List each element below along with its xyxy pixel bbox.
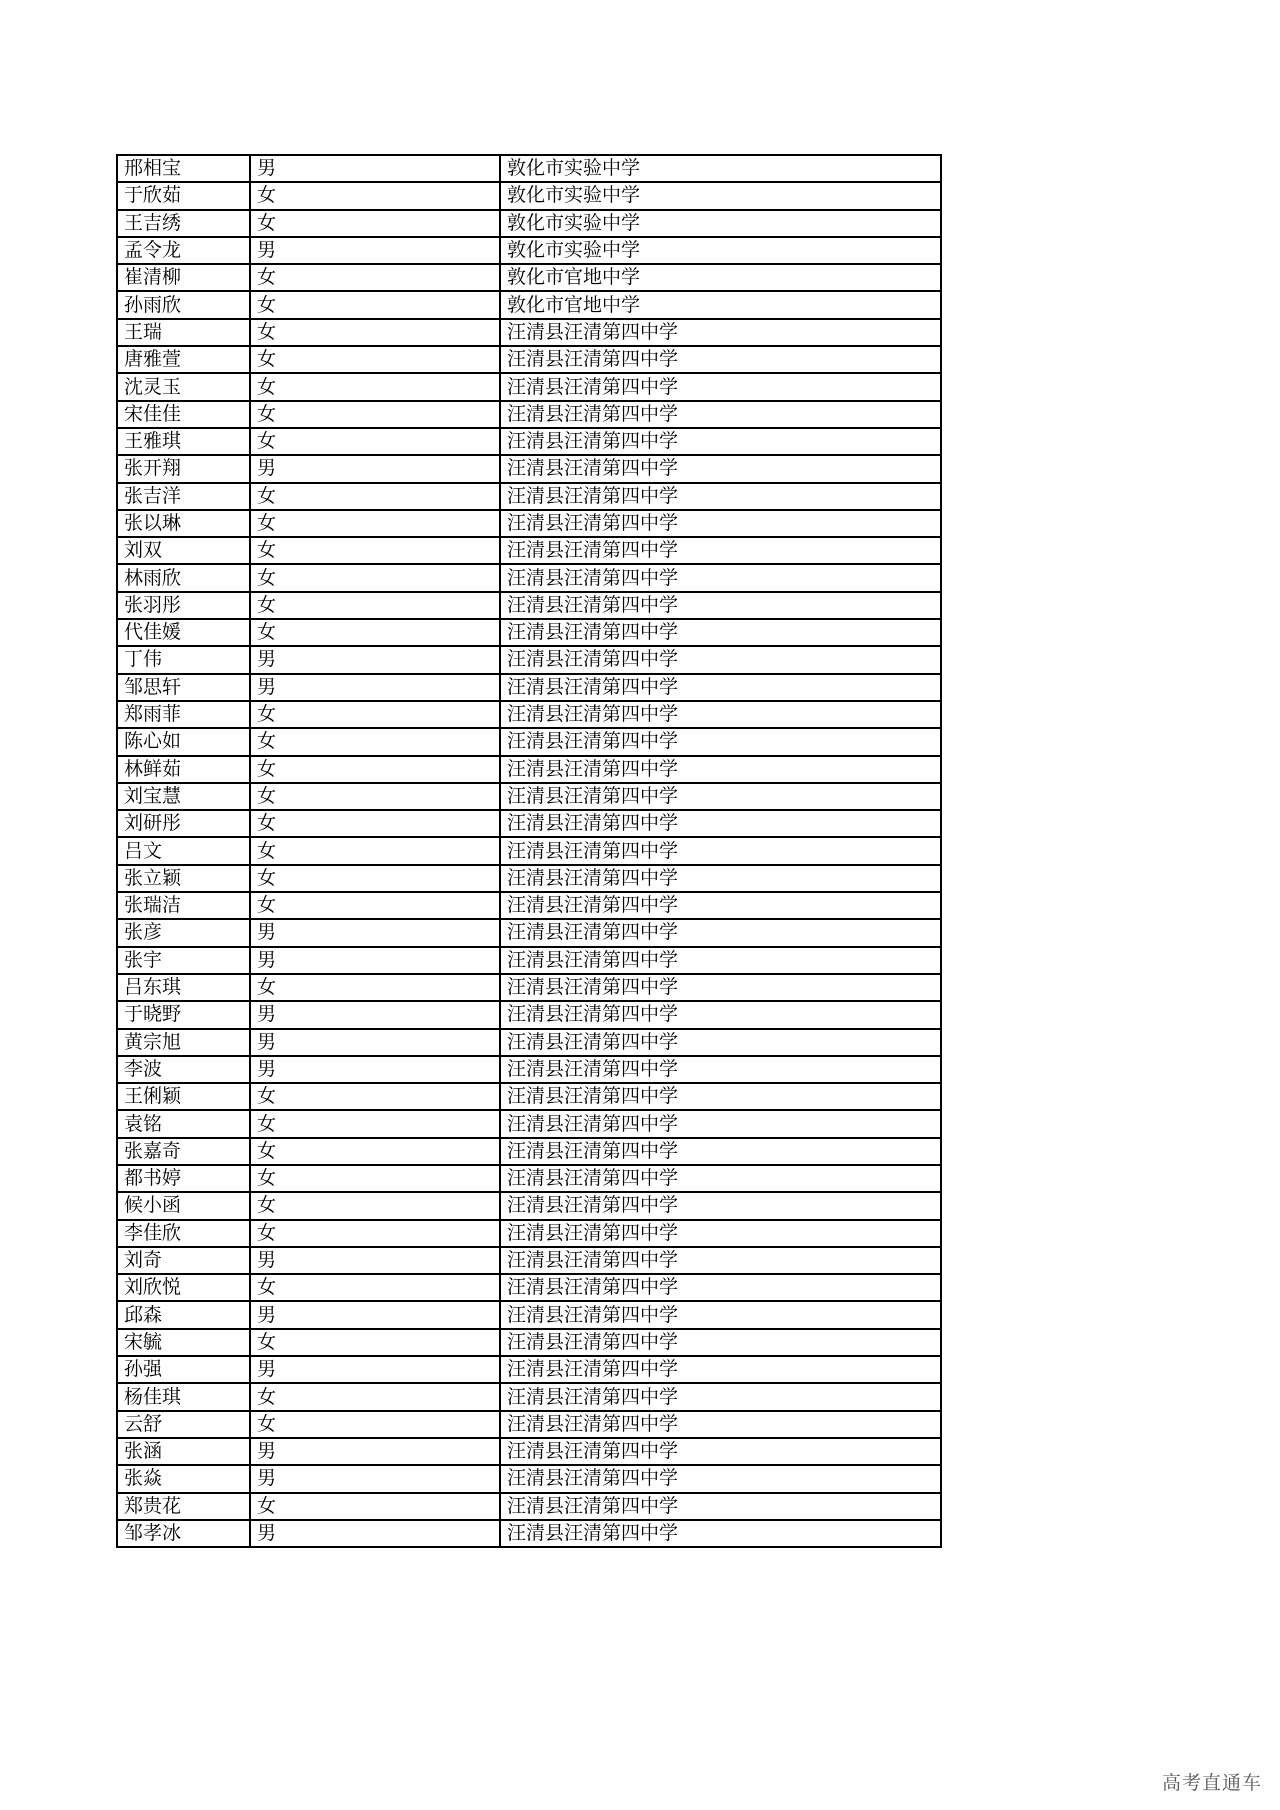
- student-gender-cell: 男: [250, 1056, 500, 1083]
- student-gender-cell: 女: [250, 1329, 500, 1356]
- student-gender-cell: 女: [250, 510, 500, 537]
- student-name-cell: 崔清柳: [117, 264, 250, 291]
- student-school-cell: 汪清县汪清第四中学: [500, 1438, 941, 1465]
- student-school-cell: 汪清县汪清第四中学: [500, 646, 941, 673]
- watermark-text: 高考直通车: [1161, 1772, 1262, 1794]
- table-row: [117, 756, 941, 783]
- student-name-cell: 王俐颖: [117, 1083, 250, 1110]
- student-school-cell: 汪清县汪清第四中学: [500, 728, 941, 755]
- student-gender-cell: 女: [250, 865, 500, 892]
- table-row: [117, 947, 941, 974]
- student-name-cell: 宋毓: [117, 1329, 250, 1356]
- student-school-cell: 汪清县汪清第四中学: [500, 401, 941, 428]
- student-name-cell: 唐雅萱: [117, 346, 250, 373]
- table-row: [117, 865, 941, 892]
- student-name-cell: 林鲜茹: [117, 756, 250, 783]
- student-school-cell: 汪清县汪清第四中学: [500, 756, 941, 783]
- student-school-cell: 汪清县汪清第四中学: [500, 1083, 941, 1110]
- student-name-cell: 张立颖: [117, 865, 250, 892]
- table-row: [117, 1247, 941, 1274]
- student-school-cell: 汪清县汪清第四中学: [500, 1520, 941, 1547]
- student-gender-cell: 女: [250, 701, 500, 728]
- table-row: [117, 1465, 941, 1492]
- student-school-cell: 汪清县汪清第四中学: [500, 1001, 941, 1028]
- student-gender-cell: 女: [250, 210, 500, 237]
- student-name-cell: 郑雨菲: [117, 701, 250, 728]
- student-name-cell: 宋佳佳: [117, 401, 250, 428]
- student-school-cell: 汪清县汪清第四中学: [500, 865, 941, 892]
- student-name-cell: 于晓野: [117, 1001, 250, 1028]
- student-school-cell: 汪清县汪清第四中学: [500, 373, 941, 400]
- table-row: [117, 237, 941, 264]
- student-school-cell: 汪清县汪清第四中学: [500, 1029, 941, 1056]
- student-gender-cell: 女: [250, 319, 500, 346]
- student-school-cell: 汪清县汪清第四中学: [500, 1493, 941, 1520]
- table-row: [117, 455, 941, 482]
- student-gender-cell: 女: [250, 1383, 500, 1410]
- student-school-cell: 汪清县汪清第四中学: [500, 1383, 941, 1410]
- student-name-cell: 张宇: [117, 947, 250, 974]
- student-gender-cell: 女: [250, 1220, 500, 1247]
- student-school-cell: 汪清县汪清第四中学: [500, 592, 941, 619]
- student-school-cell: 汪清县汪清第四中学: [500, 1165, 941, 1192]
- student-gender-cell: 男: [250, 1029, 500, 1056]
- student-name-cell: 陈心如: [117, 728, 250, 755]
- student-school-cell: 汪清县汪清第四中学: [500, 1192, 941, 1219]
- table-row: [117, 291, 941, 318]
- table-row: [117, 483, 941, 510]
- student-school-cell: 汪清县汪清第四中学: [500, 319, 941, 346]
- student-name-cell: 杨佳琪: [117, 1383, 250, 1410]
- table-row: [117, 1411, 941, 1438]
- student-name-cell: 孙强: [117, 1356, 250, 1383]
- student-gender-cell: 男: [250, 1520, 500, 1547]
- table-row: [117, 1220, 941, 1247]
- student-school-cell: 汪清县汪清第四中学: [500, 1356, 941, 1383]
- student-name-cell: 吕东琪: [117, 974, 250, 1001]
- student-school-cell: 敦化市实验中学: [500, 182, 941, 209]
- student-name-cell: 刘双: [117, 537, 250, 564]
- student-school-cell: 汪清县汪清第四中学: [500, 947, 941, 974]
- table-row: [117, 401, 941, 428]
- student-gender-cell: 女: [250, 837, 500, 864]
- student-school-cell: 汪清县汪清第四中学: [500, 455, 941, 482]
- student-school-cell: 汪清县汪清第四中学: [500, 1465, 941, 1492]
- table-row: [117, 1274, 941, 1301]
- student-name-cell: 林雨欣: [117, 564, 250, 591]
- student-school-cell: 汪清县汪清第四中学: [500, 1247, 941, 1274]
- student-school-cell: 汪清县汪清第四中学: [500, 1056, 941, 1083]
- student-gender-cell: 女: [250, 483, 500, 510]
- table-row: [117, 674, 941, 701]
- table-row: [117, 564, 941, 591]
- student-name-cell: 张涵: [117, 1438, 250, 1465]
- table-row: [117, 1001, 941, 1028]
- student-school-cell: 汪清县汪清第四中学: [500, 1110, 941, 1137]
- student-gender-cell: 女: [250, 756, 500, 783]
- student-gender-cell: 男: [250, 455, 500, 482]
- student-name-cell: 张彦: [117, 919, 250, 946]
- student-gender-cell: 女: [250, 892, 500, 919]
- student-school-cell: 汪清县汪清第四中学: [500, 1138, 941, 1165]
- student-school-cell: 汪清县汪清第四中学: [500, 892, 941, 919]
- student-school-cell: 汪清县汪清第四中学: [500, 810, 941, 837]
- student-gender-cell: 女: [250, 1165, 500, 1192]
- student-school-cell: 汪清县汪清第四中学: [500, 674, 941, 701]
- student-school-cell: 敦化市官地中学: [500, 291, 941, 318]
- table-row: [117, 1438, 941, 1465]
- student-name-cell: 张以琳: [117, 510, 250, 537]
- student-gender-cell: 女: [250, 291, 500, 318]
- table-row: [117, 155, 941, 182]
- student-gender-cell: 女: [250, 428, 500, 455]
- student-gender-cell: 女: [250, 974, 500, 1001]
- table-row: [117, 428, 941, 455]
- student-school-cell: 汪清县汪清第四中学: [500, 837, 941, 864]
- student-school-cell: 汪清县汪清第四中学: [500, 564, 941, 591]
- student-gender-cell: 男: [250, 155, 500, 182]
- student-name-cell: 张羽彤: [117, 592, 250, 619]
- student-gender-cell: 女: [250, 619, 500, 646]
- student-school-cell: 敦化市官地中学: [500, 264, 941, 291]
- table-row: [117, 510, 941, 537]
- student-name-cell: 丁伟: [117, 646, 250, 673]
- table-row: [117, 182, 941, 209]
- student-school-cell: 汪清县汪清第四中学: [500, 974, 941, 1001]
- table-row: [117, 1329, 941, 1356]
- table-row: [117, 1383, 941, 1410]
- table-row: [117, 701, 941, 728]
- table-row: [117, 646, 941, 673]
- student-name-cell: 张开翔: [117, 455, 250, 482]
- student-gender-cell: 女: [250, 1274, 500, 1301]
- student-gender-cell: 男: [250, 1247, 500, 1274]
- student-gender-cell: 女: [250, 401, 500, 428]
- student-name-cell: 邱森: [117, 1301, 250, 1328]
- table-row: [117, 1029, 941, 1056]
- student-name-cell: 孟令龙: [117, 237, 250, 264]
- table-row: [117, 1356, 941, 1383]
- student-name-cell: 邹思轩: [117, 674, 250, 701]
- roster-body: [117, 155, 941, 1547]
- table-row: [117, 974, 941, 1001]
- student-school-cell: 汪清县汪清第四中学: [500, 537, 941, 564]
- student-name-cell: 王雅琪: [117, 428, 250, 455]
- student-name-cell: 孙雨欣: [117, 291, 250, 318]
- table-row: [117, 783, 941, 810]
- student-gender-cell: 女: [250, 264, 500, 291]
- student-gender-cell: 女: [250, 1083, 500, 1110]
- table-row: [117, 1138, 941, 1165]
- table-row: [117, 1083, 941, 1110]
- table-row: [117, 892, 941, 919]
- student-school-cell: 汪清县汪清第四中学: [500, 510, 941, 537]
- student-school-cell: 汪清县汪清第四中学: [500, 483, 941, 510]
- student-gender-cell: 男: [250, 1301, 500, 1328]
- student-gender-cell: 男: [250, 1001, 500, 1028]
- student-gender-cell: 男: [250, 919, 500, 946]
- student-gender-cell: 女: [250, 346, 500, 373]
- student-gender-cell: 女: [250, 1493, 500, 1520]
- student-name-cell: 王瑞: [117, 319, 250, 346]
- student-gender-cell: 女: [250, 1110, 500, 1137]
- table-row: [117, 373, 941, 400]
- student-school-cell: 汪清县汪清第四中学: [500, 1329, 941, 1356]
- table-row: [117, 837, 941, 864]
- table-row: [117, 537, 941, 564]
- student-name-cell: 李波: [117, 1056, 250, 1083]
- table-row: [117, 346, 941, 373]
- student-gender-cell: 女: [250, 810, 500, 837]
- student-gender-cell: 女: [250, 592, 500, 619]
- student-gender-cell: 女: [250, 1192, 500, 1219]
- student-name-cell: 刘宝慧: [117, 783, 250, 810]
- table-row: [117, 728, 941, 755]
- table-row: [117, 1520, 941, 1547]
- student-gender-cell: 男: [250, 646, 500, 673]
- table-row: [117, 619, 941, 646]
- table-row: [117, 210, 941, 237]
- table-row: [117, 319, 941, 346]
- table-row: [117, 1110, 941, 1137]
- table-row: [117, 919, 941, 946]
- student-name-cell: 沈灵玉: [117, 373, 250, 400]
- student-gender-cell: 女: [250, 783, 500, 810]
- student-roster-table: [116, 154, 942, 1548]
- student-school-cell: 汪清县汪清第四中学: [500, 428, 941, 455]
- student-name-cell: 候小函: [117, 1192, 250, 1219]
- student-name-cell: 王吉绣: [117, 210, 250, 237]
- table-row: [117, 810, 941, 837]
- student-gender-cell: 女: [250, 564, 500, 591]
- student-school-cell: 汪清县汪清第四中学: [500, 1301, 941, 1328]
- student-name-cell: 刘研彤: [117, 810, 250, 837]
- student-school-cell: 汪清县汪清第四中学: [500, 1274, 941, 1301]
- student-name-cell: 张吉洋: [117, 483, 250, 510]
- table-row: [117, 264, 941, 291]
- student-gender-cell: 男: [250, 1465, 500, 1492]
- table-row: [117, 592, 941, 619]
- student-name-cell: 李佳欣: [117, 1220, 250, 1247]
- student-gender-cell: 男: [250, 237, 500, 264]
- student-name-cell: 刘奇: [117, 1247, 250, 1274]
- student-name-cell: 张瑞洁: [117, 892, 250, 919]
- student-school-cell: 敦化市实验中学: [500, 155, 941, 182]
- student-school-cell: 汪清县汪清第四中学: [500, 1220, 941, 1247]
- student-school-cell: 敦化市实验中学: [500, 237, 941, 264]
- student-gender-cell: 女: [250, 182, 500, 209]
- table-row: [117, 1192, 941, 1219]
- student-school-cell: 汪清县汪清第四中学: [500, 619, 941, 646]
- student-gender-cell: 男: [250, 674, 500, 701]
- student-school-cell: 汪清县汪清第四中学: [500, 783, 941, 810]
- student-gender-cell: 男: [250, 1356, 500, 1383]
- student-name-cell: 都书婷: [117, 1165, 250, 1192]
- student-gender-cell: 男: [250, 947, 500, 974]
- student-name-cell: 黄宗旭: [117, 1029, 250, 1056]
- student-school-cell: 汪清县汪清第四中学: [500, 346, 941, 373]
- student-name-cell: 吕文: [117, 837, 250, 864]
- student-name-cell: 邢相宝: [117, 155, 250, 182]
- student-gender-cell: 女: [250, 728, 500, 755]
- student-school-cell: 汪清县汪清第四中学: [500, 919, 941, 946]
- student-name-cell: 张嘉奇: [117, 1138, 250, 1165]
- student-name-cell: 邹孝冰: [117, 1520, 250, 1547]
- student-school-cell: 汪清县汪清第四中学: [500, 1411, 941, 1438]
- student-gender-cell: 女: [250, 537, 500, 564]
- student-name-cell: 张焱: [117, 1465, 250, 1492]
- student-name-cell: 于欣茹: [117, 182, 250, 209]
- student-gender-cell: 女: [250, 1138, 500, 1165]
- student-gender-cell: 男: [250, 1438, 500, 1465]
- table-row: [117, 1056, 941, 1083]
- student-name-cell: 刘欣悦: [117, 1274, 250, 1301]
- student-name-cell: 郑贵花: [117, 1493, 250, 1520]
- student-name-cell: 云舒: [117, 1411, 250, 1438]
- student-gender-cell: 女: [250, 373, 500, 400]
- table-row: [117, 1165, 941, 1192]
- table-row: [117, 1493, 941, 1520]
- student-school-cell: 汪清县汪清第四中学: [500, 701, 941, 728]
- student-name-cell: 代佳媛: [117, 619, 250, 646]
- student-gender-cell: 女: [250, 1411, 500, 1438]
- student-school-cell: 敦化市实验中学: [500, 210, 941, 237]
- table-row: [117, 1301, 941, 1328]
- student-name-cell: 袁铭: [117, 1110, 250, 1137]
